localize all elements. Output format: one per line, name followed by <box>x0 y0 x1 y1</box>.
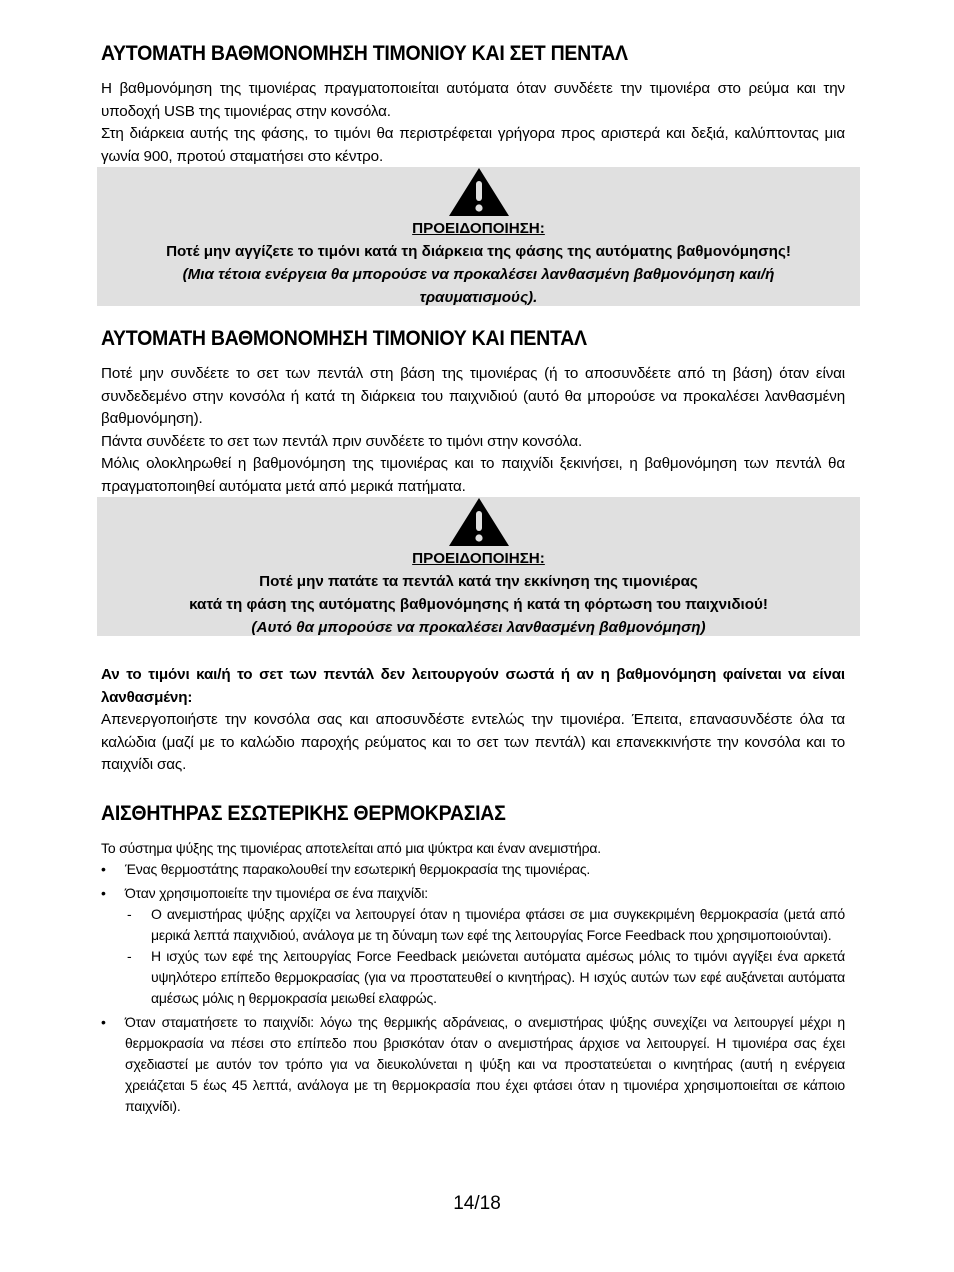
warning-triangle-icon <box>448 167 510 217</box>
warning-text: Ποτέ μην πατάτε τα πεντάλ κατά την εκκίνηση της τιμονιέρας <box>259 573 698 590</box>
sub-list-item-text: Ο ανεμιστήρας ψύξης αρχίζει να λειτουργεί όταν η τιμονιέρα φτάσει σε μια συγκεκριμένη θερμοκρασία (μετά από μερικά λεπτά παιχνιδιού, ανάλογα με τη δύναμη των εφέ της λειτουργίας Force Feedback που χρησιμοποιούνται). <box>151 906 845 943</box>
warning-box <box>97 167 860 306</box>
paragraph: Πάντα συνδέετε το σετ των πεντάλ πριν συνδέετε το τιμόνι στην κονσόλα. <box>101 432 583 450</box>
section1-body <box>101 78 845 168</box>
section-heading-internal-temperature-sensor: ΑΙΣΘΗΤΗΡΑΣ ΕΣΩΤΕΡΙΚΗΣ ΘΕΡΜΟΚΡΑΣΙΑΣ <box>101 802 506 825</box>
warning-note: (Αυτό θα μπορούσε να προκαλέσει λανθασμένη βαθμονόμηση) <box>251 619 706 636</box>
warning-box <box>97 497 860 636</box>
warning-title: ΠΡΟΕΙΔΟΠΟΙΗΣΗ: <box>412 550 545 567</box>
sub-list-item-text: Η ισχύς των εφέ της λειτουργίας Force Feedback μειώνεται αυτόματα αμέσως μόλις το τιμόνι αγγίξει ένα αρκετά υψηλότερο επίπεδο θερμοκρασίας (για να προστατευθεί ο κινητήρας). Η ισχύς αυτών των εφέ αυξάνεται αυτόματα αμέσως μόλις η θερμοκρασία μειωθεί ελαφρώς. <box>151 948 845 1006</box>
dash-mark: - <box>127 948 132 964</box>
section2-body <box>101 363 845 498</box>
sub-list-item <box>101 904 845 946</box>
section-heading-auto-calibration-wheel-pedals: ΑΥΤΟΜΑΤΗ ΒΑΘΜΟΝΟΜΗΣΗ ΤΙΜΟΝΙΟΥ ΚΑΙ ΠΕΝΤΑΛ <box>101 327 587 350</box>
paragraph: Το σύστημα ψύξης της τιμονιέρας αποτελείται από μια ψύκτρα και έναν ανεμιστήρα. <box>101 840 601 856</box>
page-number: 14/18 <box>453 1193 501 1214</box>
warning-title: ΠΡΟΕΙΔΟΠΟΙΗΣΗ: <box>412 220 545 237</box>
section-heading-auto-calibration-wheel-pedals-set: ΑΥΤΟΜΑΤΗ ΒΑΘΜΟΝΟΜΗΣΗ ΤΙΜΟΝΙΟΥ ΚΑΙ ΣΕΤ ΠΕΝΤΑΛ <box>101 42 628 65</box>
paragraph: Η βαθμονόμηση της τιμονιέρας πραγματοποιείται αυτόματα όταν συνδέετε την τιμονιέρα στο ρεύμα και την υποδοχή USB της τιμονιέρας στην κονσόλα. <box>101 80 845 120</box>
section3-body <box>101 838 845 1117</box>
list-item <box>101 1012 845 1117</box>
warning-text: Ποτέ μην αγγίζετε το τιμόνι κατά τη διάρκεια της φάσης της αυτόματης βαθμονόμησης! <box>166 243 791 260</box>
bullet-mark: • <box>101 861 106 877</box>
warning-triangle-icon <box>448 497 510 547</box>
troubleshooting-question: Αν το τιμόνι και/ή το σετ των πεντάλ δεν λειτουργούν σωστά ή αν η βαθμονόμηση φαίνεται να είναι λανθασμένη: <box>101 666 845 706</box>
warning-text: κατά τη φάση της αυτόματης βαθμονόμησης ή κατά τη φόρτωση του παιχνιδιού! <box>189 596 768 613</box>
troubleshooting <box>101 664 845 777</box>
warning-note: τραυματισμούς). <box>419 289 538 306</box>
warning-note: (Μια τέτοια ενέργεια θα μπορούσε να προκαλέσει λανθασμένη βαθμονόμηση και/ή <box>182 266 775 283</box>
bullet-mark: • <box>101 1014 106 1030</box>
list-item-text: Όταν σταματήσετε το παιχνίδι: λόγω της θερμικής αδράνειας, ο ανεμιστήρας ψύξης συνεχίζει να λειτουργεί μέχρι η θερμοκρασία να πέσει στο επίπεδο που βρισκόταν όταν ο ανεμιστήρας άρχισε να λειτουργεί. Η τιμονιέρα σας έχει σχεδιαστεί με αυτόν τον τρόπο για να διευκολύνεται η ψύξη και να προστατεύεται ο κινητήρας (αυτή η ενέργεια χρειάζεται 5 έως 45 λεπτά, ανάλογα με τη θερμοκρασία που έχει φτάσει όταν η τιμονιέρα χρησιμοποιείται σε κάποιο παιχνίδι). <box>125 1014 845 1114</box>
list-item-text: Ένας θερμοστάτης παρακολουθεί την εσωτερική θερμοκρασία της τιμονιέρας. <box>125 861 591 877</box>
sub-list-item <box>101 946 845 1009</box>
paragraph: Στη διάρκεια αυτής της φάσης, το τιμόνι θα περιστρέφεται γρήγορα προς αριστερά και δεξιά, καλύπτοντας μια γωνία 900, προτού σταματήσει στο κέντρο. <box>101 125 845 165</box>
list-item <box>101 859 845 880</box>
paragraph: Ποτέ μην συνδέετε το σετ των πεντάλ στη βάση της τιμονιέρας (ή το αποσυνδέετε από τη βάση) όταν είναι συνδεδεμένο στην κονσόλα ή κατά τη διάρκεια του παιχνιδιού (αυτό θα μπορούσε να προκαλέσει λανθασμένη βαθμονόμηση). <box>101 365 845 427</box>
list-item-text: Όταν χρησιμοποιείτε την τιμονιέρα σε ένα παιχνίδι: <box>125 885 428 901</box>
list-item <box>101 883 845 904</box>
dash-mark: - <box>127 906 132 922</box>
paragraph: Μόλις ολοκληρωθεί η βαθμονόμηση της τιμονιέρας και το παιχνίδι ξεκινήσει, η βαθμονόμηση των πεντάλ θα πραγματοποιηθεί αυτόματα μετά από μερικά πατήματα. <box>101 455 845 495</box>
bullet-mark: • <box>101 885 106 901</box>
troubleshooting-answer: Απενεργοποιήστε την κονσόλα σας και αποσυνδέστε εντελώς την τιμονιέρα. Έπειτα, επανασυνδέστε όλα τα καλώδια (μαζί με το καλώδιο παροχής ρεύματος και το σετ των πεντάλ) και επανεκκινήστε την κονσόλα και το παιχνίδι σας. <box>101 711 845 773</box>
